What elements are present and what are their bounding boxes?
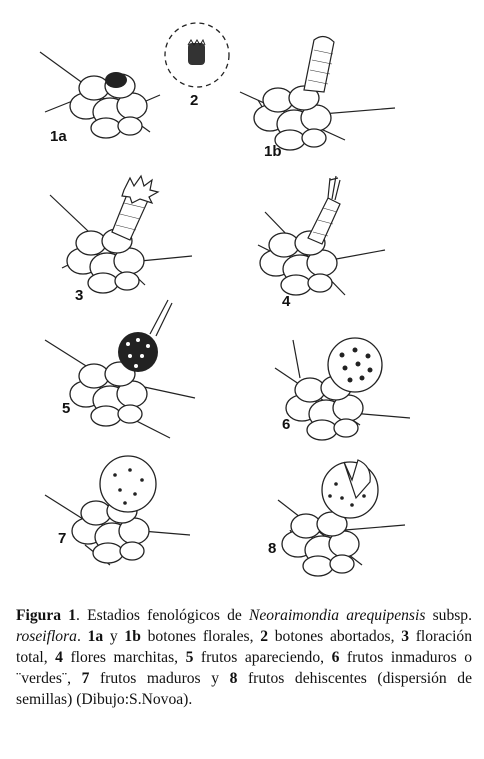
caption-text: floración total, xyxy=(16,628,473,666)
caption-species: Neoraimondia arequipensis xyxy=(248,607,426,624)
stage-1b-drawing xyxy=(240,36,395,150)
caption-text: . Estadios fenológicos de xyxy=(76,607,249,624)
stage-6-drawing xyxy=(275,338,410,440)
stage-7-drawing xyxy=(45,456,190,565)
caption-stage-number: 4 xyxy=(55,649,63,666)
caption-text: frutos maduros y xyxy=(89,670,230,687)
caption-stage-number: 5 xyxy=(185,649,194,666)
stage-8-drawing xyxy=(278,460,405,576)
panel-label-8: 8 xyxy=(268,540,277,557)
caption-text: botones florales, xyxy=(140,628,261,645)
panel-label-5: 5 xyxy=(62,400,71,417)
stage-3-drawing xyxy=(50,176,192,293)
panel-label-4: 4 xyxy=(282,293,291,310)
caption-figure-label: Figura 1 xyxy=(16,607,77,624)
caption-stage-number: 3 xyxy=(401,628,409,645)
caption-text: botones abortados, xyxy=(268,628,402,645)
caption-stage-number: 8 xyxy=(229,670,238,687)
panel-label-7: 7 xyxy=(58,530,67,547)
caption-text: flores marchitas, xyxy=(62,649,186,666)
caption-stage-number: 1b xyxy=(124,628,141,645)
figure-caption xyxy=(16,605,472,710)
stage-1a-drawing xyxy=(40,52,160,138)
caption-stage-number: 7 xyxy=(81,670,90,687)
panel-label-1b: 1b xyxy=(264,143,282,160)
caption-stage-number: 1a xyxy=(87,628,104,645)
caption-text: frutos inmaduros o ¨verdes¨, xyxy=(16,649,472,687)
panel-label-3: 3 xyxy=(75,287,84,304)
caption-stage-number: 6 xyxy=(331,649,340,666)
panel-label-6: 6 xyxy=(282,416,291,433)
stage-2-drawing xyxy=(165,23,229,87)
caption-text: . xyxy=(76,628,88,645)
caption-stage-number: 2 xyxy=(260,628,268,645)
stage-5-drawing xyxy=(45,300,195,438)
panel-label-2: 2 xyxy=(190,92,199,109)
caption-text: y xyxy=(103,628,125,645)
stage-4-drawing xyxy=(258,176,385,295)
caption-text: frutos apareciendo, xyxy=(193,649,332,666)
caption-text: subsp. xyxy=(425,607,472,624)
caption-text: frutos dehiscentes (dispersión de semillas) (Dibujo:S.Novoa). xyxy=(16,670,472,708)
panel-label-1a: 1a xyxy=(50,128,67,145)
caption-subspecies: roseiflora xyxy=(16,628,77,645)
